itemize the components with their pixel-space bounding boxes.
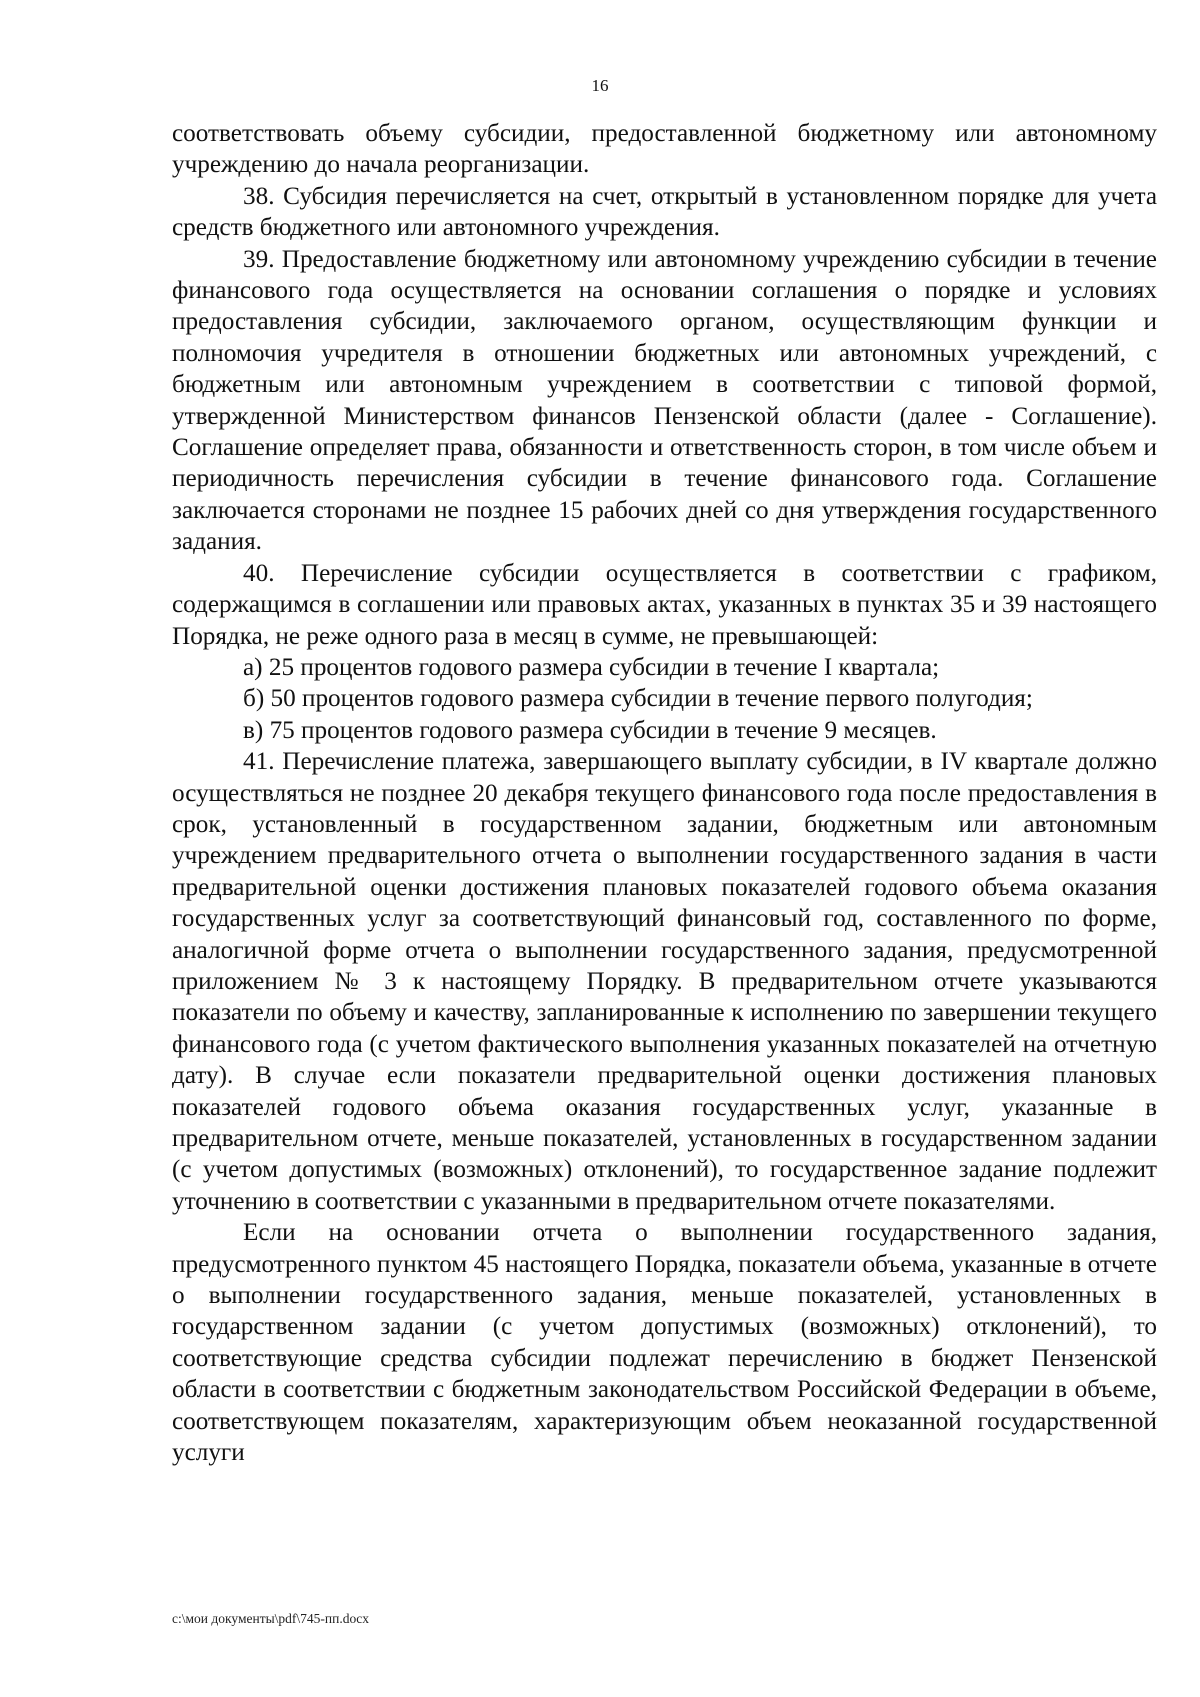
paragraph-40: 40. Перечисление субсидии осуществляется в соответствии с графиком, содержащимся в соглашении или правовых актах, указанных в пунктах 35 и 39 настоящего Порядка, не реже одного раза в месяц в сумме, не превышающей:	[172, 559, 1157, 650]
page-number: 16	[591, 76, 609, 95]
list-item-v: в) 75 процентов годового размера субсидии в течение 9 месяцев.	[243, 716, 937, 744]
paragraph-39: 39. Предоставление бюджетному или автономному учреждению субсидии в течение финансового года осуществляется на основании соглашения о порядке и условиях предоставления субсидии, заключаемого органом, осуществляющим функции и полномочия учредителя в отношении бюджетных или автономных учреждений, с бюджетным или автономным учреждением в соответствии с типовой формой, утвержденной Министерством финансов Пензенской области (далее - Соглашение). Соглашение определяет права, обязанности и ответственность сторон, в том числе объем и периодичность перечисления субсидии в течение финансового года. Соглашение заключается сторонами не позднее 15 рабочих дней со дня утверждения государственного задания.	[172, 245, 1157, 556]
paragraph-38: 38. Субсидия перечисляется на счет, открытый в установленном порядке для учета средств бюджетного или автономного учреждения.	[172, 182, 1157, 242]
paragraph-41-continued: Если на основании отчета о выполнении государственного задания, предусмотренного пунктом 45 настоящего Порядка, показатели объема, указанные в отчете о выполнении государственного задания, меньше показателей, установленных в государственном задании (с учетом допустимых (возможных) отклонений), то соответствующие средства субсидии подлежат перечислению в бюджет Пензенской области в соответствии с бюджетным законодательством Российской Федерации в объеме, соответствующем показателям, характеризующим объем неоказанной государственной услуги	[172, 1219, 1157, 1467]
document-body	[172, 118, 1157, 1468]
paragraph-41: 41. Перечисление платежа, завершающего выплату субсидии, в IV квартале должно осуществляться не позднее 20 декабря текущего финансового года после предоставления в срок, установленный в государственном задании, бюджетным или автономным учреждением предварительного отчета о выполнении государственного задания в части предварительной оценки достижения плановых показателей годового объема оказания государственных услуг за соответствующий финансовый год, составленного по форме, аналогичной форме отчета о выполнении государственного задания, предусмотренной приложением № 3 к настоящему Порядку. В предварительном отчете указываются показатели по объему и качеству, запланированные к исполнению по завершении текущего финансового года (с учетом фактического выполнения указанных показателей на отчетную дату). В случае если показатели предварительной оценки достижения плановых показателей годового объема оказания государственных услуг, указанные в предварительном отчете, меньше показателей, установленных в государственном задании (с учетом допустимых (возможных) отклонений), то государственное задание подлежит уточнению в соответствии с указанными в предварительном отчете показателями.	[172, 748, 1157, 1215]
footer-file-path: с:\мои документы\pdf\745-пп.docx	[172, 1611, 369, 1626]
list-item-a: а) 25 процентов годового размера субсидии в течение I квартала;	[243, 653, 940, 681]
list-item-b: б) 50 процентов годового размера субсидии в течение первого полугодия;	[243, 685, 1033, 713]
paragraph-continuation: соответствовать объему субсидии, предоставленной бюджетному или автономному учреждению до начала реорганизации.	[172, 120, 1157, 179]
